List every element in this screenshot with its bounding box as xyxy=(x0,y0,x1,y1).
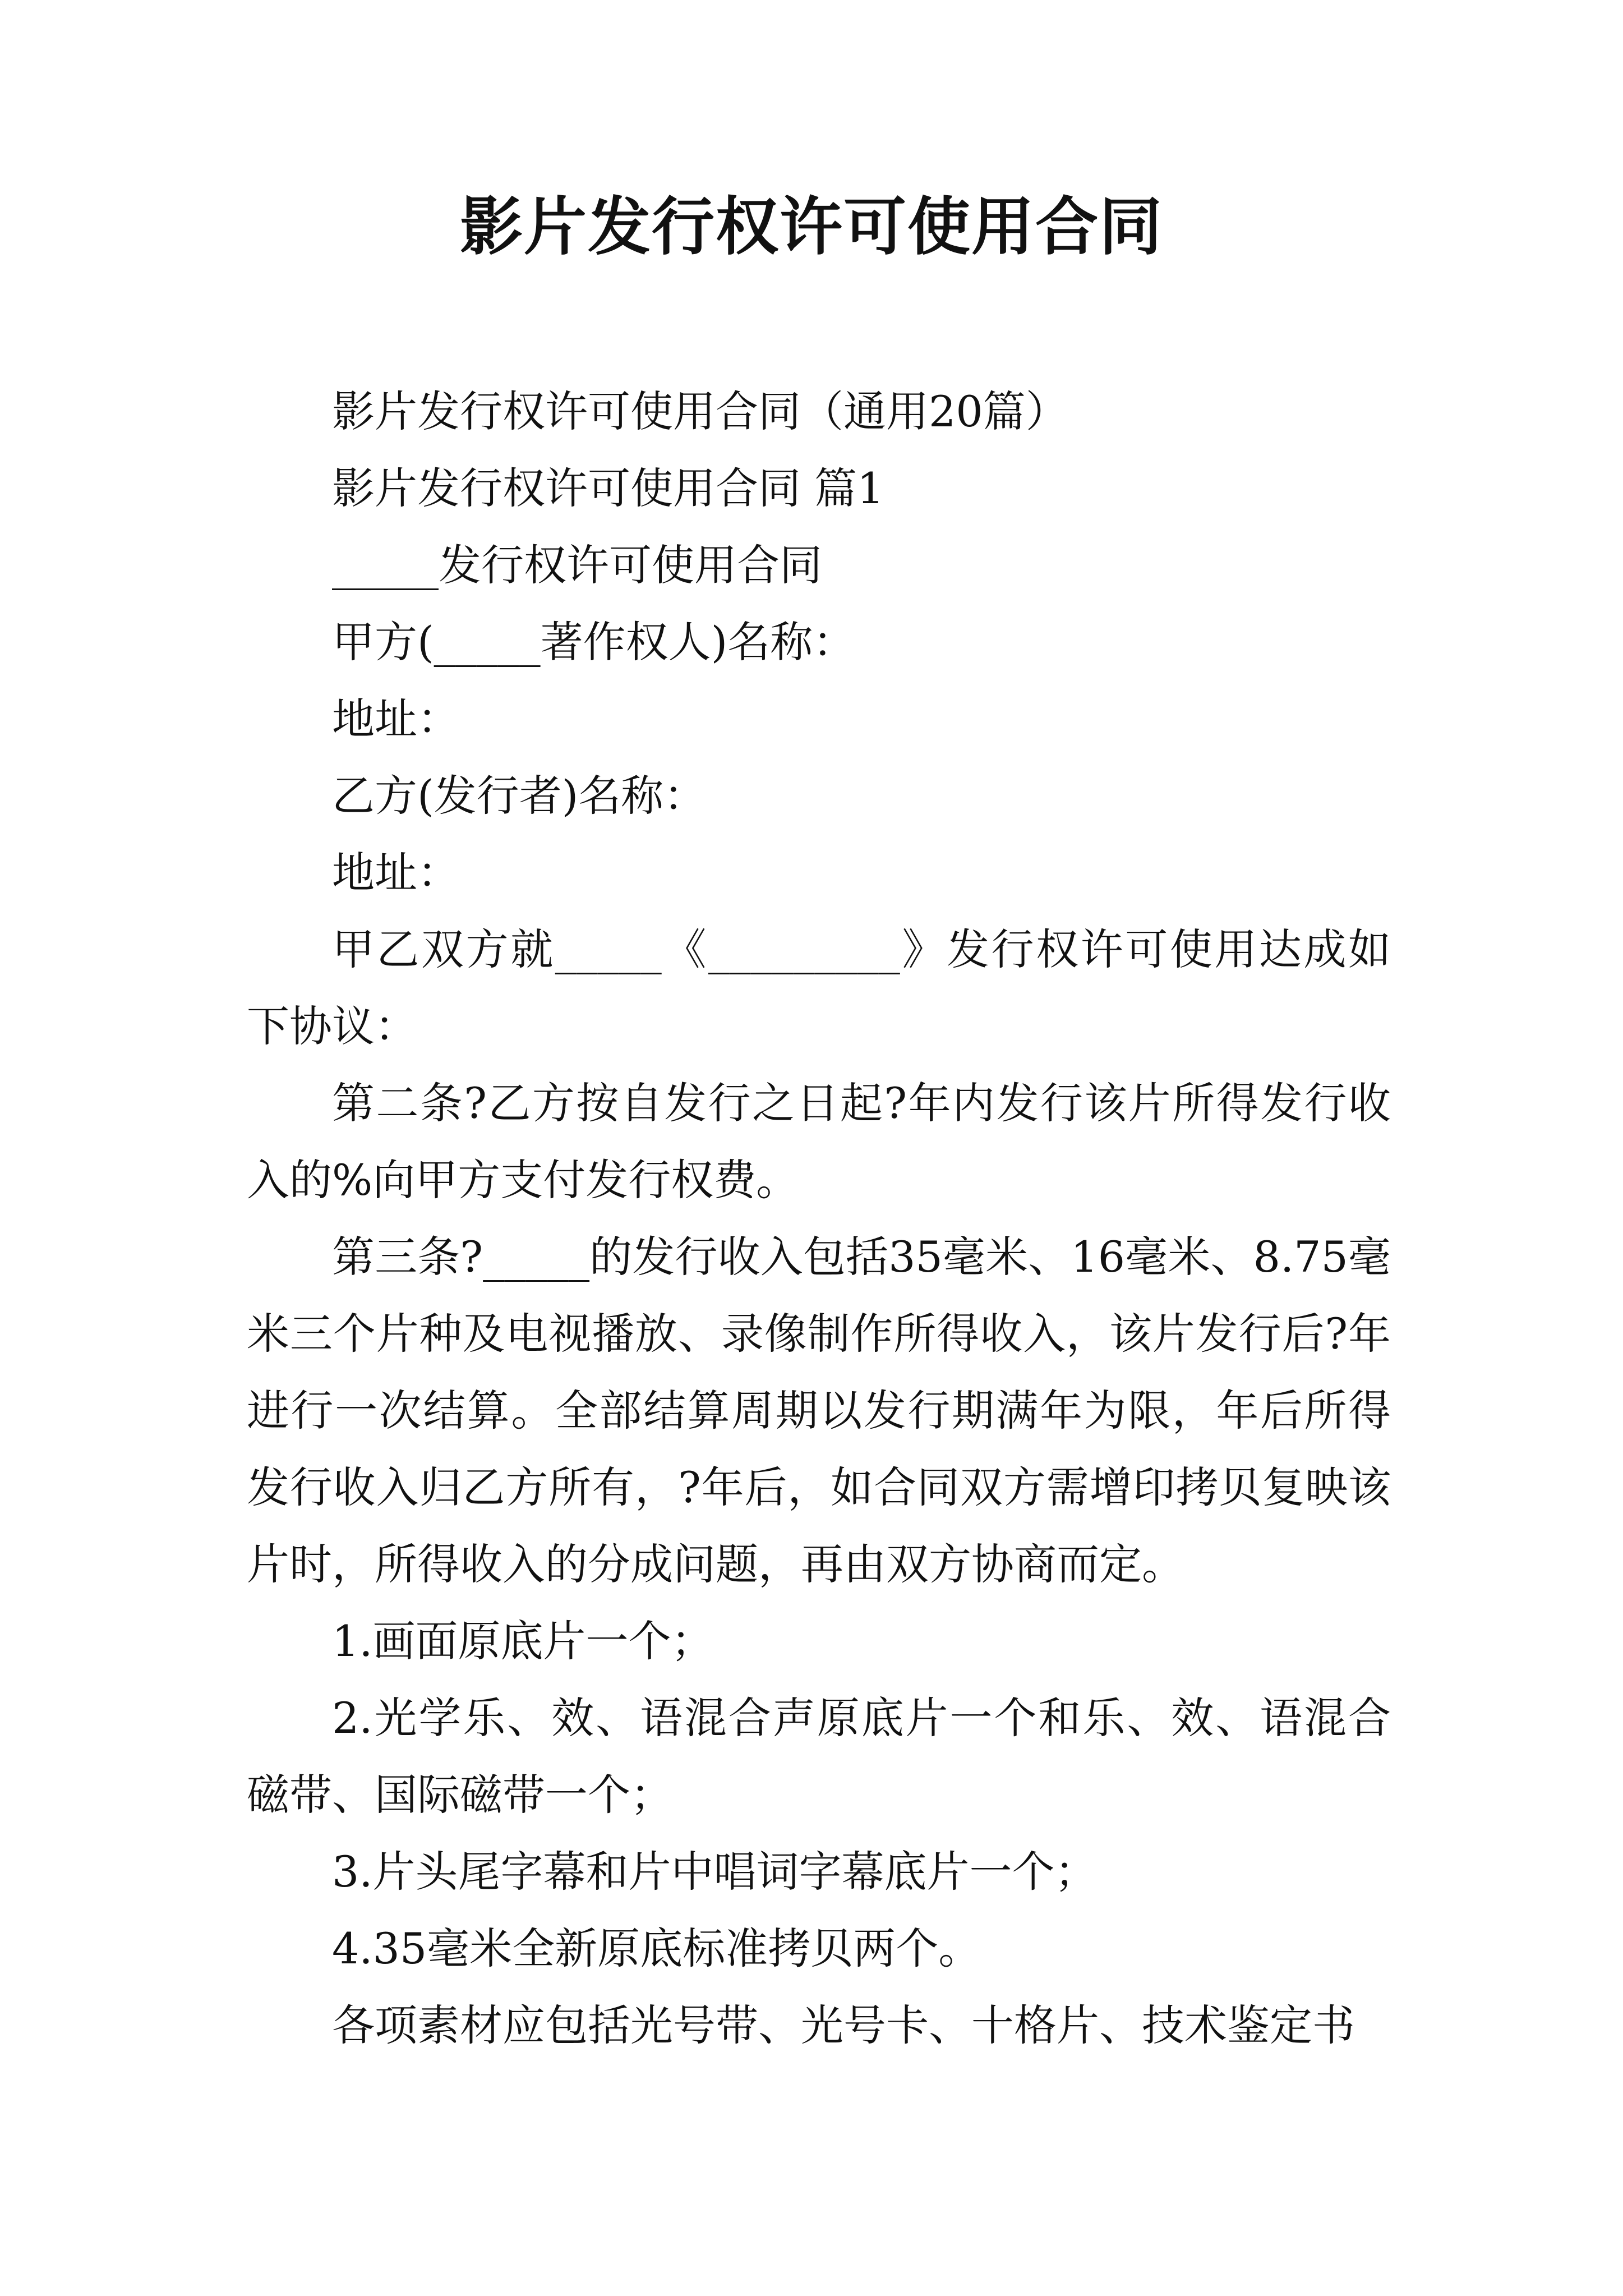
paragraph: 第二条?乙方按自发行之日起?年内发行该片所得发行收入的%向甲方支付发行权费。 xyxy=(247,1078,1391,1205)
document-title: 影片发行权许可使用合同 xyxy=(460,190,1163,264)
paragraph: 第三条?_____的发行收入包括35毫米、16毫米、8.75毫米三个片种及电视播放、录像制作所得收入，该片发行后?年进行一次结算。全部结算周期以发行期满年为限，年后所得发行收入归乙方所有，?年后，如合同双方需增印拷贝复映该片时，所得收入的分成问题，再由双方协商而定。 xyxy=(247,1232,1391,1589)
paragraph: 甲乙双方就_____《_________》发行权许可使用达成如下协议： xyxy=(247,924,1391,1051)
document-body xyxy=(247,373,1391,2064)
paragraph: 各项素材应包括光号带、光号卡、十格片、技术鉴定书 xyxy=(332,2000,1355,2050)
paragraph: 4.35毫米全新原底标准拷贝两个。 xyxy=(332,1924,981,1973)
paragraph: 甲方(_____著作权人)名称： xyxy=(332,617,856,667)
paragraph: 1.画面原底片一个； xyxy=(332,1616,714,1666)
paragraph: 影片发行权许可使用合同（通用20篇） xyxy=(332,386,1068,436)
paragraph: 乙方(发行者)名称： xyxy=(332,771,707,821)
paragraph: 3.片头尾字幕和片中唱词字幕底片一个； xyxy=(332,1847,1098,1897)
paragraph: 2.光学乐、效、语混合声原底片一个和乐、效、语混合磁带、国际磁带一个； xyxy=(247,1693,1391,1820)
paragraph: 地址： xyxy=(332,848,460,898)
paragraph: _____发行权许可使用合同 xyxy=(332,540,822,590)
paragraph: 地址： xyxy=(332,694,460,744)
paragraph: 影片发行权许可使用合同 篇1 xyxy=(332,463,884,513)
